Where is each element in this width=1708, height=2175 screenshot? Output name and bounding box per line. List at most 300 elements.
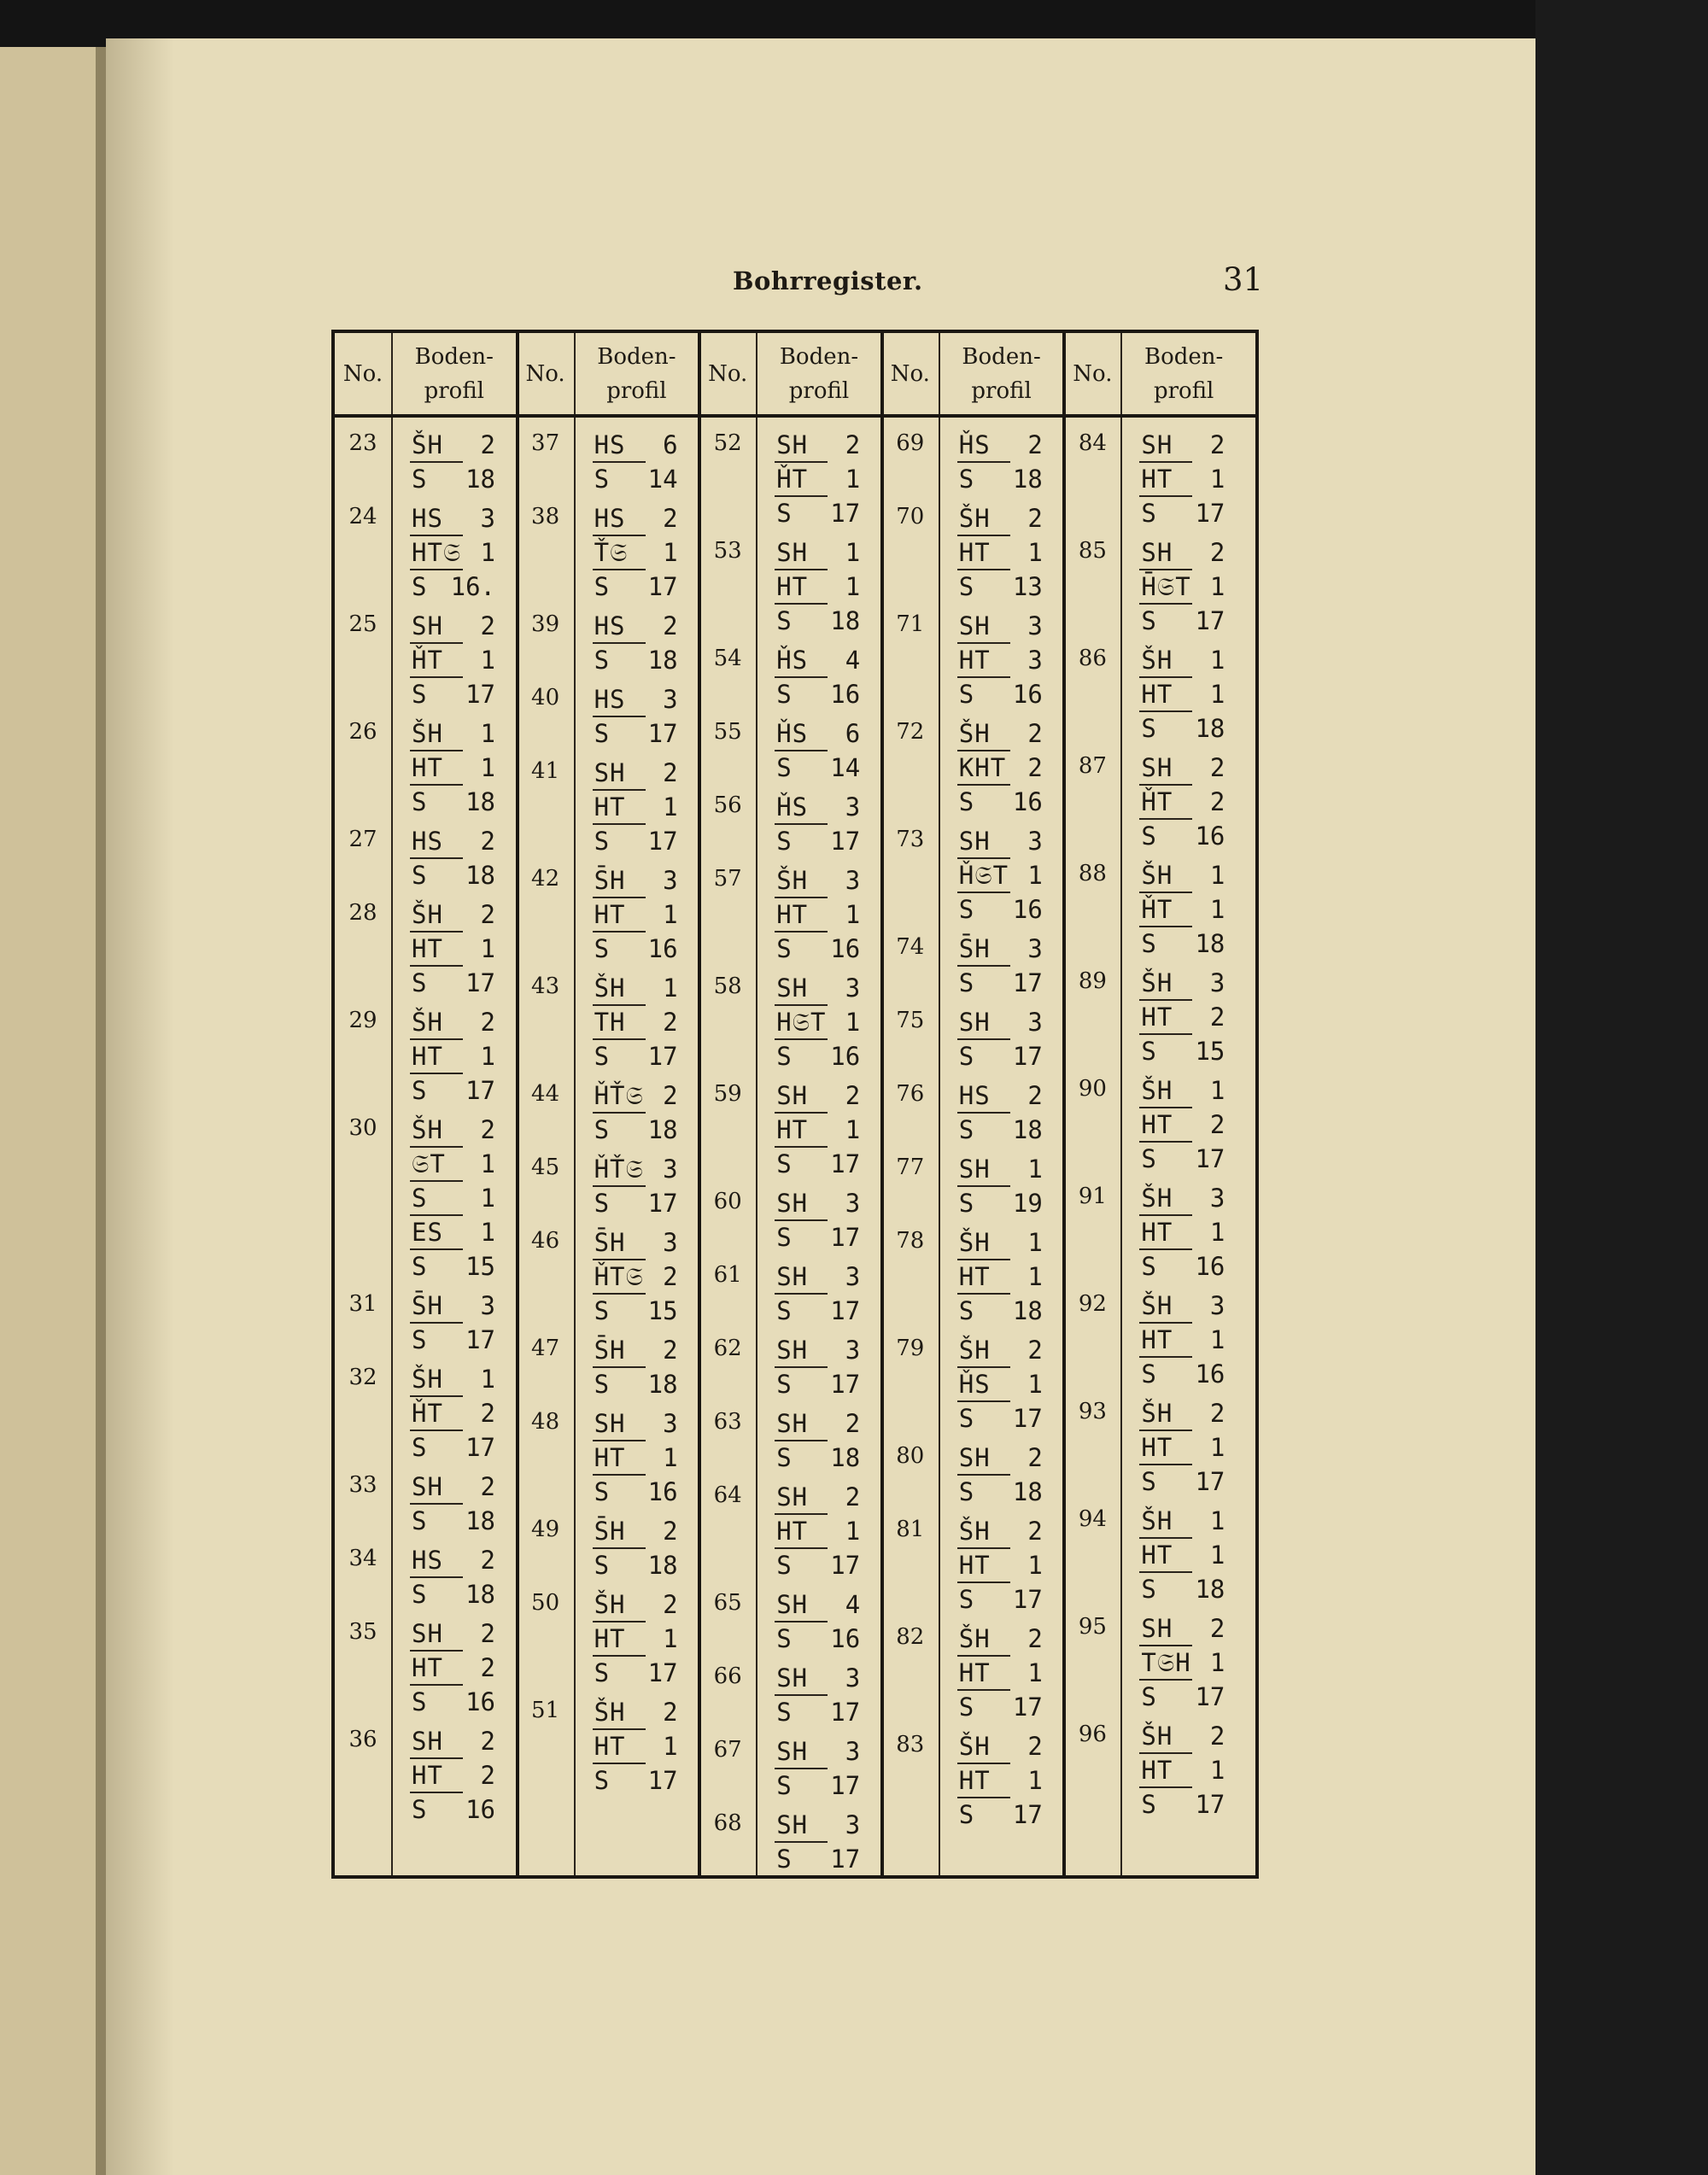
- bore-number: 30: [348, 1115, 377, 1141]
- layer-thickness: 16: [830, 1042, 861, 1071]
- layer-code: S: [594, 1189, 611, 1218]
- soil-profile: [952, 608, 1048, 710]
- bore-number: 66: [713, 1663, 742, 1689]
- bore-number: 23: [348, 430, 377, 456]
- layer-thickness: 6: [663, 430, 678, 459]
- layer-code: S: [1141, 606, 1157, 635]
- bore-number: 59: [713, 1081, 742, 1107]
- layer-thickness: 1: [1209, 895, 1225, 924]
- layer-code: S: [776, 499, 793, 528]
- layer-thickness: 2: [1209, 753, 1225, 782]
- soil-profile: [405, 1542, 500, 1611]
- layer-code: S: [412, 1795, 428, 1824]
- bore-number: 31: [348, 1291, 377, 1317]
- profile-layer: [769, 1293, 865, 1327]
- layer-thickness: 2: [1027, 719, 1043, 748]
- layer-code: S: [412, 465, 428, 494]
- layer-code: ȞS: [958, 430, 991, 459]
- profile-layer: [769, 1660, 865, 1694]
- layer-thickness: 1: [663, 538, 678, 567]
- bore-number: 81: [896, 1517, 925, 1542]
- profile-layer: [952, 1689, 1048, 1723]
- layer-code: HT: [776, 1115, 809, 1144]
- profile-layer: [1134, 1107, 1230, 1141]
- profile-layer: [588, 681, 683, 716]
- layer-thickness: 3: [845, 1336, 861, 1365]
- layer-code: S: [412, 1580, 428, 1609]
- layer-code: S: [412, 787, 428, 816]
- layer-thickness: 16: [647, 934, 678, 963]
- profile-layer: [405, 1004, 500, 1038]
- layer-code: S: [1141, 1359, 1157, 1389]
- layer-code: HS: [958, 1081, 991, 1110]
- layer-thickness: 18: [647, 1115, 678, 1144]
- layer-code: ŠH: [958, 1228, 991, 1257]
- layer-thickness: 3: [1209, 1291, 1225, 1320]
- bore-number: 86: [1078, 646, 1107, 671]
- profile-layer: [769, 1112, 865, 1146]
- profile-layer: [405, 1395, 500, 1430]
- profile-layer: [405, 1757, 500, 1792]
- profile-layer: [769, 461, 865, 495]
- profile-layer: [952, 1151, 1048, 1185]
- soil-profile: [952, 1621, 1048, 1723]
- layer-thickness: 18: [1195, 1575, 1225, 1604]
- layer-code: S̄H: [958, 934, 991, 963]
- soil-profile: [769, 427, 865, 529]
- profile-layer: [769, 1479, 865, 1513]
- profile-layer: [769, 1078, 865, 1112]
- bore-number: 52: [713, 430, 742, 456]
- layer-code: HS: [412, 504, 443, 533]
- profile-layer: [952, 461, 1048, 495]
- layer-thickness: 3: [845, 1737, 861, 1766]
- bore-number: 89: [1078, 968, 1107, 994]
- bore-number: 26: [348, 719, 377, 745]
- profile-layer: [769, 1004, 865, 1038]
- layer-thickness: 17: [1195, 1144, 1225, 1173]
- header-soil-profile: Boden- profil: [1144, 343, 1224, 404]
- profile-layer: [405, 1146, 500, 1180]
- layer-code: S̄H: [594, 1228, 626, 1257]
- book-gutter: [96, 47, 106, 2175]
- column-rule: [756, 333, 757, 1875]
- layer-thickness: 3: [1027, 827, 1043, 856]
- soil-profile: [769, 1078, 865, 1180]
- layer-thickness: 1: [480, 1042, 495, 1071]
- layer-code: S: [776, 1845, 793, 1874]
- layer-thickness: 1: [1027, 1228, 1043, 1257]
- bore-number: 77: [896, 1155, 925, 1180]
- profile-layer: [952, 892, 1048, 926]
- profile-layer: [769, 789, 865, 823]
- bore-number: 41: [531, 758, 560, 784]
- layer-code: SH: [1141, 430, 1173, 459]
- layer-code: ŠH: [1141, 1184, 1173, 1213]
- layer-thickness: 1: [1209, 1648, 1225, 1677]
- layer-thickness: 3: [845, 866, 861, 895]
- layer-thickness: 2: [1209, 538, 1225, 567]
- profile-layer: [405, 1792, 500, 1826]
- layer-thickness: 18: [1012, 465, 1043, 494]
- layer-thickness: 1: [480, 1149, 495, 1178]
- soil-profile: [588, 755, 683, 857]
- profile-layer: [769, 1406, 865, 1440]
- layer-thickness: 1: [1027, 1262, 1043, 1291]
- layer-code: S: [776, 1042, 793, 1071]
- layer-code: S: [776, 1698, 793, 1727]
- profile-layer: [405, 716, 500, 750]
- bore-number: 38: [531, 504, 560, 529]
- soil-profile: [588, 862, 683, 965]
- layer-code: ŠH: [958, 1336, 991, 1365]
- layer-thickness: 15: [647, 1296, 678, 1325]
- profile-layer: [588, 1763, 683, 1797]
- layer-code: S: [776, 1443, 793, 1472]
- layer-thickness: 16: [830, 680, 861, 709]
- soil-profile: [405, 823, 500, 892]
- layer-thickness: 1: [845, 1115, 861, 1144]
- layer-code: S: [1141, 1144, 1157, 1173]
- profile-layer: [1134, 1679, 1230, 1713]
- layer-code: S: [594, 1551, 611, 1580]
- profile-layer: [588, 1293, 683, 1327]
- layer-code: HT: [1141, 680, 1173, 709]
- layer-code: S: [958, 680, 975, 709]
- profile-layer: [1134, 1248, 1230, 1283]
- layer-thickness: 3: [480, 1291, 495, 1320]
- header-no: No.: [342, 360, 383, 387]
- profile-layer: [588, 1004, 683, 1038]
- profile-layer: [952, 608, 1048, 642]
- layer-code: SH: [776, 1482, 809, 1511]
- bore-number: 25: [348, 611, 377, 637]
- layer-code: S: [958, 572, 975, 601]
- soil-profile: [952, 1440, 1048, 1508]
- layer-code: ŠH: [1141, 1722, 1173, 1751]
- layer-thickness: 1: [480, 1365, 495, 1394]
- soil-profile: [1134, 1288, 1230, 1390]
- layer-thickness: 17: [1195, 1682, 1225, 1711]
- bore-number: 85: [1078, 538, 1107, 564]
- profile-layer: [405, 500, 500, 535]
- layer-thickness: 1: [1209, 1076, 1225, 1105]
- profile-layer: [952, 1582, 1048, 1616]
- profile-layer: [952, 823, 1048, 857]
- layer-thickness: 18: [1195, 929, 1225, 958]
- layer-thickness: 3: [845, 1189, 861, 1218]
- layer-code: ŠH: [1141, 968, 1173, 997]
- layer-code: S: [1141, 1467, 1157, 1496]
- header-soil-profile: Boden- profil: [414, 343, 494, 404]
- layer-thickness: 1: [1209, 646, 1225, 675]
- layer-code: S: [958, 895, 975, 924]
- bore-number: 27: [348, 827, 377, 852]
- layer-code: S: [776, 1551, 793, 1580]
- profile-layer: [769, 1332, 865, 1366]
- layer-code: HT: [1141, 1110, 1173, 1139]
- soil-profile: [588, 1406, 683, 1508]
- layer-thickness: 1: [1027, 861, 1043, 890]
- layer-thickness: 2: [1027, 1081, 1043, 1110]
- layer-thickness: 2: [480, 1546, 495, 1575]
- profile-layer: [769, 1440, 865, 1474]
- bore-number: 56: [713, 792, 742, 818]
- profile-layer: [1134, 642, 1230, 676]
- layer-thickness: 16: [1195, 1359, 1225, 1389]
- profile-layer: [1134, 603, 1230, 637]
- bore-number: 95: [1078, 1614, 1107, 1640]
- layer-thickness: 2: [663, 758, 678, 787]
- profile-layer: [952, 1513, 1048, 1547]
- header-soil-profile: Boden- profil: [597, 343, 676, 404]
- layer-code: S: [412, 1433, 428, 1462]
- bore-number: 34: [348, 1546, 377, 1571]
- soil-profile: [769, 1406, 865, 1474]
- layer-code: S: [412, 861, 428, 890]
- profile-layer: [769, 970, 865, 1004]
- bore-number: 78: [896, 1228, 925, 1254]
- layer-code: HT: [776, 1517, 809, 1546]
- profile-layer: [952, 1332, 1048, 1366]
- layer-code: S: [1141, 929, 1157, 958]
- profile-layer: [769, 862, 865, 897]
- profile-layer: [1134, 1503, 1230, 1537]
- layer-code: HT: [776, 572, 809, 601]
- layer-thickness: 1: [663, 973, 678, 1003]
- bore-number: 47: [531, 1336, 560, 1361]
- layer-thickness: 17: [647, 1042, 678, 1071]
- bore-number: 44: [531, 1081, 560, 1107]
- profile-layer: [405, 642, 500, 676]
- layer-thickness: 3: [1027, 611, 1043, 640]
- soil-profile: [588, 500, 683, 603]
- profile-layer: [952, 642, 1048, 676]
- profile-layer: [769, 676, 865, 710]
- bore-number: 39: [531, 611, 560, 637]
- bore-number: 28: [348, 900, 377, 926]
- layer-code: S: [1141, 1252, 1157, 1281]
- layer-thickness: 1: [1209, 861, 1225, 890]
- bore-number: 54: [713, 646, 742, 671]
- layer-thickness: 2: [1027, 1443, 1043, 1472]
- soil-profile: [1134, 857, 1230, 960]
- layer-code: 𝔖T: [412, 1149, 446, 1178]
- bore-number: 88: [1078, 861, 1107, 886]
- layer-thickness: 2: [480, 1115, 495, 1144]
- layer-code: ŠH: [412, 1008, 443, 1037]
- soil-profile: [588, 1225, 683, 1327]
- soil-profile: [1134, 535, 1230, 637]
- layer-code: ŠH: [958, 1732, 991, 1761]
- layer-thickness: 2: [480, 900, 495, 929]
- layer-thickness: 17: [830, 1845, 861, 1874]
- layer-code: SH: [776, 1336, 809, 1365]
- profile-layer: [1134, 1611, 1230, 1645]
- bore-number: 48: [531, 1409, 560, 1435]
- layer-code: SH: [594, 1409, 626, 1438]
- layer-thickness: 2: [663, 1081, 678, 1110]
- layer-code: ȞŤ𝔖: [594, 1155, 644, 1184]
- layer-thickness: 2: [663, 1008, 678, 1037]
- profile-layer: [588, 1038, 683, 1073]
- layer-thickness: 17: [1012, 968, 1043, 997]
- soil-profile: [1134, 965, 1230, 1067]
- layer-code: S: [1141, 1682, 1157, 1711]
- layer-code: S: [1141, 1575, 1157, 1604]
- profile-layer: [588, 862, 683, 897]
- soil-profile: [405, 1723, 500, 1826]
- layer-code: SH: [1141, 1614, 1173, 1643]
- profile-layer: [769, 1185, 865, 1219]
- profile-layer: [769, 603, 865, 637]
- layer-code: HT: [412, 1653, 443, 1682]
- layer-thickness: 2: [663, 1517, 678, 1546]
- layer-code: ŠH: [958, 504, 991, 533]
- layer-thickness: 14: [830, 753, 861, 782]
- profile-layer: [588, 1694, 683, 1728]
- profile-layer: [405, 1112, 500, 1146]
- profile-layer: [952, 1440, 1048, 1474]
- profile-layer: [952, 1112, 1048, 1146]
- bore-number: 24: [348, 504, 377, 529]
- layer-thickness: 17: [1012, 1404, 1043, 1433]
- soil-profile: [1134, 1395, 1230, 1498]
- layer-code: S: [594, 719, 611, 748]
- soil-profile: [405, 1288, 500, 1356]
- soil-profile: [952, 716, 1048, 818]
- profile-layer: [405, 427, 500, 461]
- layer-code: HT: [1141, 1003, 1173, 1032]
- layer-code: ŠH: [1141, 646, 1173, 675]
- profile-layer: [952, 965, 1048, 999]
- scan-background: [1535, 0, 1708, 2175]
- layer-code: S: [594, 1658, 611, 1687]
- layer-thickness: 1: [1027, 1370, 1043, 1399]
- profile-layer: [405, 1322, 500, 1356]
- layer-code: HT: [1141, 465, 1173, 494]
- layer-thickness: 2: [1209, 787, 1225, 816]
- layer-code: KHT: [958, 753, 1007, 782]
- layer-thickness: 17: [465, 1433, 495, 1462]
- layer-code: S: [1141, 1790, 1157, 1819]
- profile-layer: [588, 1474, 683, 1508]
- layer-code: SH: [776, 1590, 809, 1619]
- bore-number: 32: [348, 1365, 377, 1390]
- layer-code: S: [412, 1184, 428, 1213]
- layer-code: ŠH: [594, 1590, 626, 1619]
- profile-layer: [1134, 1322, 1230, 1356]
- profile-layer: [588, 1440, 683, 1474]
- soil-profile: [588, 1078, 683, 1146]
- profile-layer: [588, 1112, 683, 1146]
- layer-thickness: 18: [465, 861, 495, 890]
- profile-layer: [1134, 710, 1230, 745]
- layer-code: S̄H: [594, 866, 626, 895]
- layer-code: SH: [958, 1008, 991, 1037]
- soil-profile: [769, 716, 865, 784]
- layer-thickness: 3: [663, 1228, 678, 1257]
- profile-layer: [588, 1655, 683, 1689]
- layer-thickness: 16: [465, 1795, 495, 1824]
- bore-number: 51: [531, 1698, 560, 1723]
- profile-layer: [769, 1768, 865, 1802]
- layer-code: HT: [594, 1443, 626, 1472]
- layer-code: ȞT: [1141, 895, 1173, 924]
- bore-number: 96: [1078, 1722, 1107, 1747]
- layer-code: S: [412, 572, 428, 601]
- layer-thickness: 2: [1209, 1614, 1225, 1643]
- soil-profile: [588, 427, 683, 495]
- layer-thickness: 2: [480, 1761, 495, 1790]
- bore-number: 62: [713, 1336, 742, 1361]
- bore-number: 43: [531, 973, 560, 999]
- bore-number: 79: [896, 1336, 925, 1361]
- layer-thickness: 17: [1195, 499, 1225, 528]
- profile-layer: [952, 1655, 1048, 1689]
- layer-thickness: 1: [480, 753, 495, 782]
- layer-code: HT: [1141, 1218, 1173, 1247]
- profile-layer: [952, 1728, 1048, 1763]
- layer-thickness: 2: [480, 827, 495, 856]
- soil-profile: [405, 1616, 500, 1718]
- bore-number: 42: [531, 866, 560, 892]
- bore-number: 76: [896, 1081, 925, 1107]
- profile-layer: [588, 500, 683, 535]
- soil-profile: [952, 931, 1048, 999]
- layer-code: HS: [594, 504, 626, 533]
- layer-code: ŠH: [412, 719, 443, 748]
- soil-profile: [769, 1185, 865, 1254]
- layer-thickness: 17: [1195, 1467, 1225, 1496]
- bore-number: 84: [1078, 430, 1107, 456]
- header-soil-profile: Boden- profil: [779, 343, 859, 404]
- profile-layer: [952, 1763, 1048, 1797]
- layer-thickness: 17: [647, 719, 678, 748]
- profile-layer: [405, 1180, 500, 1214]
- profile-layer: [952, 784, 1048, 818]
- profile-layer: [588, 642, 683, 676]
- soil-profile: [769, 1587, 865, 1655]
- bore-number: 80: [896, 1443, 925, 1469]
- profile-layer: [1134, 818, 1230, 852]
- profile-layer: [1134, 999, 1230, 1033]
- layer-thickness: 3: [845, 973, 861, 1003]
- profile-layer: [405, 1542, 500, 1576]
- soil-profile: [952, 1728, 1048, 1831]
- layer-thickness: 3: [480, 504, 495, 533]
- profile-layer: [588, 789, 683, 823]
- layer-thickness: 1: [1027, 1551, 1043, 1580]
- layer-thickness: 2: [1027, 1517, 1043, 1546]
- bore-number: 70: [896, 504, 925, 529]
- layer-thickness: 16: [1195, 1252, 1225, 1281]
- profile-layer: [769, 1694, 865, 1728]
- layer-thickness: 3: [845, 1262, 861, 1291]
- layer-thickness: 1: [1027, 538, 1043, 567]
- bore-number: 36: [348, 1727, 377, 1752]
- layer-thickness: 2: [1027, 504, 1043, 533]
- layer-code: SH: [412, 1619, 443, 1648]
- layer-thickness: 1: [1209, 1433, 1225, 1462]
- layer-code: S: [958, 1585, 975, 1614]
- profile-layer: [588, 755, 683, 789]
- layer-code: TH: [594, 1008, 626, 1037]
- layer-thickness: 1: [1027, 1658, 1043, 1687]
- layer-thickness: 2: [480, 1472, 495, 1501]
- profile-layer: [1134, 1718, 1230, 1752]
- layer-thickness: 15: [1195, 1037, 1225, 1066]
